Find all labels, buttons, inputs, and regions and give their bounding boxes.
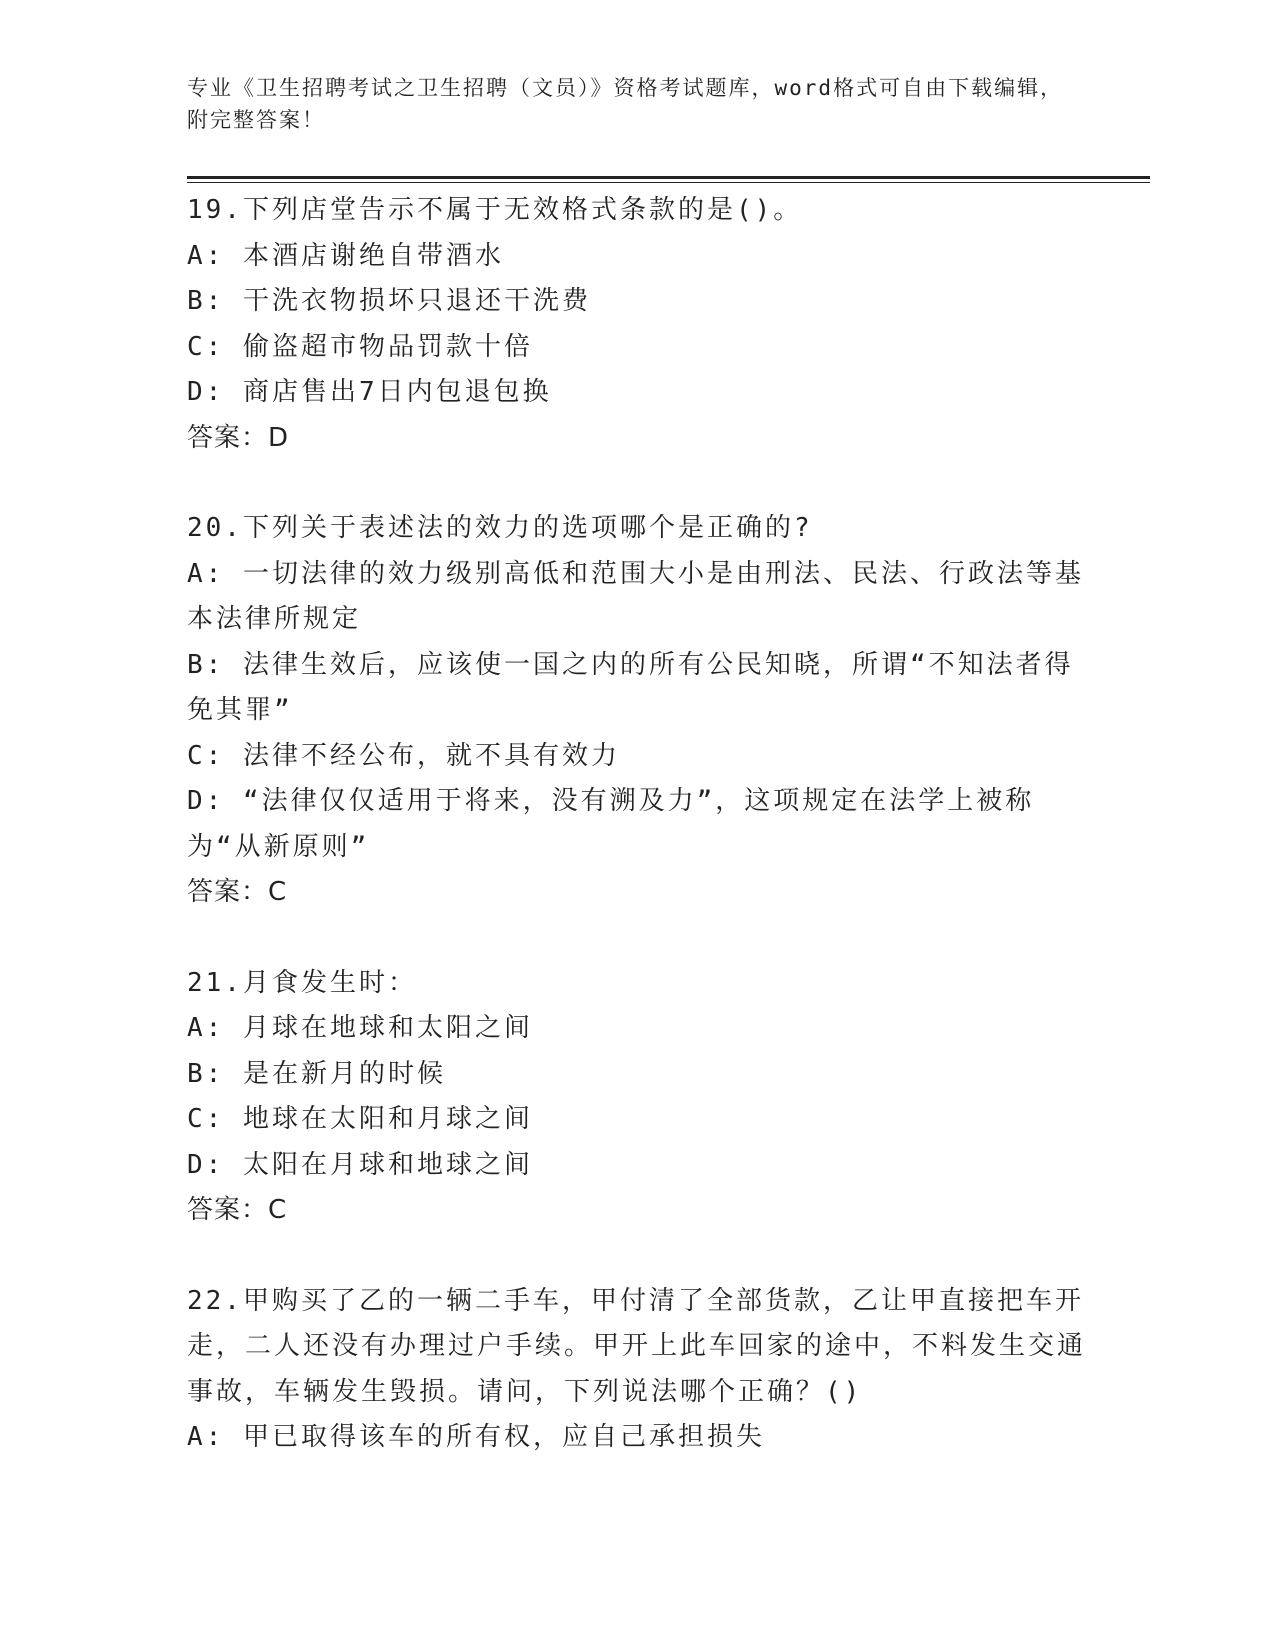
option-a: A: 本酒店谢绝自带酒水 [187,240,504,271]
answer-label: 答案：C [187,877,288,907]
header-divider-thick [187,176,1150,179]
question-19 [187,188,1087,461]
option-a: A: 甲已取得该车的所有权，应自己承担损失 [187,1422,765,1452]
question-stem: 22.甲购买了乙的一辆二手车，甲付清了全部货款，乙让甲直接把车开走，二人还没有办理过户手续。甲开上此车回家的途中，不料发生交通事故，车辆发生毁损。请问，下列说法哪个正确？() [187,1285,1087,1407]
question-list [187,188,1087,1461]
option-c: C: 法律不经公布，就不具有效力 [187,740,620,771]
option-b: B: 是在新月的时候 [187,1058,446,1089]
option-d: D: 太阳在月球和地球之间 [187,1149,533,1180]
option-b: B: 法律生效后，应该使一国之内的所有公民知晓，所谓“不知法者得免其罪” [187,649,1074,725]
option-b: B: 干洗衣物损坏只退还干洗费 [187,286,591,316]
question-stem: 20.下列关于表述法的效力的选项哪个是正确的? [187,513,813,543]
option-a: A: 月球在地球和太阳之间 [187,1013,533,1043]
option-c: C: 偷盗超市物品罚款十倍 [187,331,533,362]
option-d: D: 商店售出7日内包退包换 [187,377,552,407]
question-stem: 21.月食发生时： [187,967,417,998]
answer-label: 答案：D [187,422,290,453]
document-header: 专业《卫生招聘考试之卫生招聘（文员）》资格考试题库，word格式可自由下载编辑，附完整答案！ [187,76,1064,132]
question-stem: 19.下列店堂告示不属于无效格式条款的是()。 [187,195,803,225]
option-c: C: 地球在太阳和月球之间 [187,1104,533,1134]
answer-label: 答案：C [187,1195,288,1225]
question-21 [187,961,1087,1234]
option-a: A: 一切法律的效力级别高低和范围大小是由刑法、民法、行政法等基本法律所规定 [187,558,1084,634]
question-20 [187,506,1087,916]
question-22 [187,1279,1087,1461]
option-d: D: “法律仅仅适用于将来，没有溯及力”，这项规定在法学上被称为“从新原则” [187,786,1035,862]
header-divider-thin [187,182,1150,183]
